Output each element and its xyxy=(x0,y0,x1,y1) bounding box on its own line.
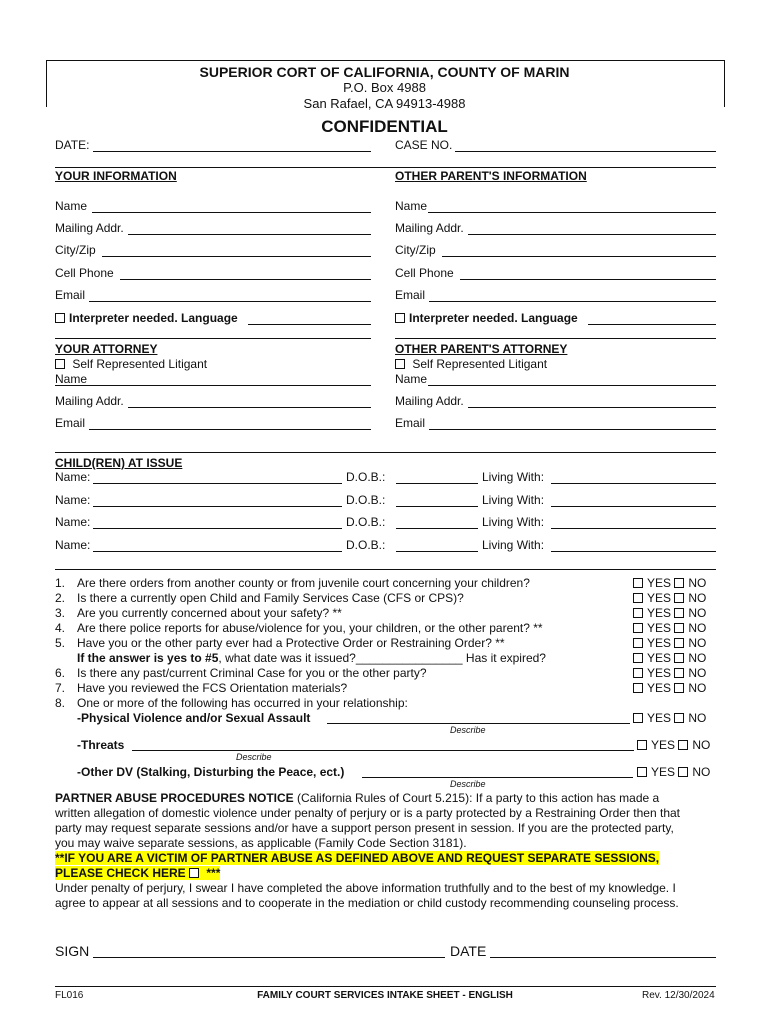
victim-request-line-2 xyxy=(55,866,220,880)
yes-no-group xyxy=(633,621,706,635)
no-checkbox[interactable] xyxy=(674,668,684,678)
other-interpreter-checkbox[interactable] xyxy=(395,313,405,323)
question-number: 5. xyxy=(55,636,66,650)
other-self-represented-checkbox[interactable] xyxy=(395,359,405,369)
other-name-label: Name xyxy=(395,199,428,213)
question-text: One or more of the following has occurred in your relationship: xyxy=(77,696,408,710)
child-living-field[interactable] xyxy=(551,551,716,552)
yes-checkbox[interactable] xyxy=(633,683,643,693)
yes-label: YES xyxy=(647,591,672,605)
child-name-label: Name: xyxy=(55,470,91,484)
yes-no-group xyxy=(633,591,706,605)
your-self-represented-label: Self Represented Litigant xyxy=(72,357,208,371)
your-mailing-label: Mailing Addr. xyxy=(55,221,124,235)
yes-checkbox[interactable] xyxy=(633,638,643,648)
question-number: 8. xyxy=(55,696,66,710)
child-living-field[interactable] xyxy=(551,506,716,507)
victim-request-line-1 xyxy=(55,851,659,865)
other-attorney-heading: OTHER PARENT'S ATTORNEY xyxy=(395,342,568,356)
po-box: P.O. Box 4988 xyxy=(343,80,426,95)
question-text: Have you or the other party ever had a Protective Order or Restraining Order? ** xyxy=(77,636,505,650)
child-dob-field[interactable] xyxy=(396,551,478,552)
yes-label: YES xyxy=(647,576,672,590)
questions-divider xyxy=(55,569,716,570)
other-self-represented-label: Self Represented Litigant xyxy=(412,357,548,371)
yes-label: YES xyxy=(647,636,672,650)
notice-line-4: you may waive separate sessions, as applicable (Family Code Section 3181). xyxy=(55,836,467,850)
other-attorney-email-field[interactable] xyxy=(429,429,716,430)
yes-no-group xyxy=(633,576,706,590)
describe-caption: Describe xyxy=(450,779,486,789)
notice-line-1 xyxy=(55,791,659,805)
your-cityzip-label: City/Zip xyxy=(55,243,96,257)
form-number: FL016 xyxy=(55,990,84,1001)
yes-checkbox[interactable] xyxy=(633,653,643,663)
no-label: NO xyxy=(688,711,707,725)
your-attorney-mailing-label: Mailing Addr. xyxy=(55,394,124,408)
question-text: Are you currently concerned about your safety? ** xyxy=(77,606,342,620)
child-name-field[interactable] xyxy=(93,551,342,552)
city-address: San Rafael, CA 94913-4988 xyxy=(303,96,466,111)
other-mailing-label: Mailing Addr. xyxy=(395,221,464,235)
yes-no-group xyxy=(637,765,710,779)
other-language-field[interactable] xyxy=(588,324,716,325)
other-cell-field[interactable] xyxy=(460,279,716,280)
yes-label: YES xyxy=(647,681,672,695)
victim-request-highlight xyxy=(55,866,220,880)
divider-left xyxy=(55,338,371,339)
child-dob-label: D.O.B.: xyxy=(346,538,386,552)
child-living-label: Living With: xyxy=(482,515,545,529)
child-dob-field[interactable] xyxy=(396,528,478,529)
your-cell-label: Cell Phone xyxy=(55,266,114,280)
yes-label: YES xyxy=(647,711,672,725)
yes-no-group xyxy=(633,711,706,725)
child-living-label: Living With: xyxy=(482,493,545,507)
child-name-label: Name: xyxy=(55,538,91,552)
revision-date: Rev. 12/30/2024 xyxy=(642,990,715,1001)
footer-divider xyxy=(55,986,716,987)
threats-label: -Threats xyxy=(77,738,125,752)
no-checkbox[interactable] xyxy=(674,623,684,633)
other-self-represented xyxy=(395,357,547,371)
threats-field[interactable] xyxy=(132,750,634,751)
notice-line-2: written allegation of domestic violence under penalty of perjury or is a party protected by a Restraining Order then that xyxy=(55,806,681,820)
other-interpreter xyxy=(395,311,578,325)
no-label: NO xyxy=(688,636,707,650)
sign-date-field[interactable] xyxy=(490,957,716,958)
other-cityzip-label: City/Zip xyxy=(395,243,436,257)
yes-no-group xyxy=(633,636,706,650)
other-attorney-mailing-field[interactable] xyxy=(468,407,716,408)
case-no-field[interactable] xyxy=(455,151,716,152)
child-dob-label: D.O.B.: xyxy=(346,493,386,507)
yes-no-group xyxy=(633,606,706,620)
child-dob-field[interactable] xyxy=(396,506,478,507)
yes-label: YES xyxy=(647,666,672,680)
yes-label: YES xyxy=(647,606,672,620)
other-attorney-mailing-label: Mailing Addr. xyxy=(395,394,464,408)
no-label: NO xyxy=(688,576,707,590)
question-number: 7. xyxy=(55,681,66,695)
perjury-line-2: agree to appear at all sessions and to cooperate in the mediation or child custody recommending counseling process. xyxy=(55,896,679,910)
question-5-followup xyxy=(77,651,546,665)
your-email-field[interactable] xyxy=(89,301,371,302)
other-email-label: Email xyxy=(395,288,426,302)
no-label: NO xyxy=(692,765,711,779)
child-living-label: Living With: xyxy=(482,538,545,552)
other-attorney-email-label: Email xyxy=(395,416,426,430)
other-interpreter-label: Interpreter needed. Language xyxy=(409,311,578,325)
signature-field[interactable] xyxy=(93,957,445,958)
question-number: 3. xyxy=(55,606,66,620)
your-cell-field[interactable] xyxy=(120,279,371,280)
question-5-followup-text: , what date was it issued?________________ Has it expired? xyxy=(218,651,546,665)
no-label: NO xyxy=(688,651,707,665)
no-checkbox[interactable] xyxy=(674,593,684,603)
other-cell-label: Cell Phone xyxy=(395,266,454,280)
other-attorney-name-label: Name xyxy=(395,372,428,386)
physical-violence-label: -Physical Violence and/or Sexual Assault xyxy=(77,711,311,725)
your-name-label: Name xyxy=(55,199,88,213)
other-attorney-name-field[interactable] xyxy=(428,385,716,386)
no-checkbox[interactable] xyxy=(678,767,688,777)
case-no-label: CASE NO. xyxy=(395,138,453,152)
yes-checkbox[interactable] xyxy=(637,740,647,750)
date-label: DATE: xyxy=(55,138,90,152)
no-label: NO xyxy=(688,606,707,620)
no-checkbox[interactable] xyxy=(674,683,684,693)
your-language-field[interactable] xyxy=(248,324,371,325)
yes-checkbox[interactable] xyxy=(633,578,643,588)
other-information-heading: OTHER PARENT'S INFORMATION xyxy=(395,169,587,183)
notice-line-3: party may request separate sessions and/or have a support person present in session. If you are the protected party, xyxy=(55,821,674,835)
your-email-label: Email xyxy=(55,288,86,302)
child-name-field[interactable] xyxy=(93,506,342,507)
confidential-title: CONFIDENTIAL xyxy=(321,117,448,136)
describe-caption: Describe xyxy=(236,752,272,762)
other-dv-label: -Other DV (Stalking, Disturbing the Peace, ect.) xyxy=(77,765,345,779)
child-living-label: Living With: xyxy=(482,470,545,484)
form-title: FAMILY COURT SERVICES INTAKE SHEET - ENGLISH xyxy=(257,990,513,1001)
child-living-field[interactable] xyxy=(551,528,716,529)
yes-checkbox[interactable] xyxy=(637,767,647,777)
no-label: NO xyxy=(692,738,711,752)
question-text: Are there police reports for abuse/violence for you, your children, or the other parent? ** xyxy=(77,621,543,635)
yes-no-group xyxy=(633,681,706,695)
children-divider xyxy=(55,452,716,453)
yes-label: YES xyxy=(647,651,672,665)
yes-label: YES xyxy=(647,621,672,635)
your-interpreter-label: Interpreter needed. Language xyxy=(69,311,238,325)
yes-checkbox[interactable] xyxy=(633,608,643,618)
your-attorney-heading: YOUR ATTORNEY xyxy=(55,342,158,356)
describe-caption: Describe xyxy=(450,725,486,735)
no-checkbox[interactable] xyxy=(674,638,684,648)
question-text: Have you reviewed the FCS Orientation materials? xyxy=(77,681,348,695)
question-5-bold: If the answer is yes to #5 xyxy=(77,651,219,665)
your-self-represented-checkbox[interactable] xyxy=(55,359,65,369)
question-number: 2. xyxy=(55,591,66,605)
sign-date-label: DATE xyxy=(450,943,487,959)
question-number: 1. xyxy=(55,576,66,590)
child-name-label: Name: xyxy=(55,493,91,507)
your-name-field[interactable] xyxy=(92,212,371,213)
your-interpreter xyxy=(55,311,238,325)
notice-text-1: (California Rules of Court 5.215): If a party to this action has made a xyxy=(293,791,660,805)
your-attorney-mailing-field[interactable] xyxy=(128,407,371,408)
no-checkbox[interactable] xyxy=(678,740,688,750)
victim-request-suffix: *** xyxy=(203,866,221,880)
question-number: 6. xyxy=(55,666,66,680)
no-label: NO xyxy=(688,591,707,605)
victim-request-text-1: **IF YOU ARE A VICTIM OF PARTNER ABUSE AS DEFINED ABOVE AND REQUEST SEPARATE SESSIONS, xyxy=(55,851,660,865)
question-text: Is there a currently open Child and Family Services Case (CFS or CPS)? xyxy=(77,591,464,605)
your-attorney-name-field[interactable] xyxy=(55,385,371,386)
perjury-line-1: Under penalty of perjury, I swear I have completed the above information truthfully and to the best of my knowledge. I xyxy=(55,881,676,895)
other-mailing-field[interactable] xyxy=(468,234,716,235)
no-label: NO xyxy=(688,681,707,695)
your-mailing-field[interactable] xyxy=(128,234,371,235)
child-name-label: Name: xyxy=(55,515,91,529)
yes-checkbox[interactable] xyxy=(633,593,643,603)
child-dob-field[interactable] xyxy=(396,483,478,484)
your-interpreter-checkbox[interactable] xyxy=(55,313,65,323)
your-self-represented xyxy=(55,357,207,371)
separate-sessions-checkbox[interactable] xyxy=(189,868,199,878)
child-name-field[interactable] xyxy=(93,483,342,484)
other-cityzip-field[interactable] xyxy=(442,256,716,257)
your-cityzip-field[interactable] xyxy=(102,256,371,257)
yes-checkbox[interactable] xyxy=(633,623,643,633)
yes-no-group xyxy=(633,651,706,665)
other-email-field[interactable] xyxy=(429,301,716,302)
your-attorney-email-field[interactable] xyxy=(89,429,371,430)
child-dob-label: D.O.B.: xyxy=(346,515,386,529)
children-heading: CHILD(REN) AT ISSUE xyxy=(55,456,183,470)
child-living-field[interactable] xyxy=(551,483,716,484)
court-title: SUPERIOR CORT OF CALIFORNIA, COUNTY OF MARIN xyxy=(199,64,570,80)
sign-label: SIGN xyxy=(55,943,90,959)
notice-title: PARTNER ABUSE PROCEDURES NOTICE xyxy=(55,791,294,805)
question-text: Are there orders from another county or from juvenile court concerning your children? xyxy=(77,576,530,590)
child-dob-label: D.O.B.: xyxy=(346,470,386,484)
your-information-heading: YOUR INFORMATION xyxy=(55,169,177,183)
yes-checkbox[interactable] xyxy=(633,713,643,723)
yes-label: YES xyxy=(651,765,676,779)
victim-request-text-2: PLEASE CHECK HERE xyxy=(55,866,186,880)
no-checkbox[interactable] xyxy=(674,653,684,663)
section-divider xyxy=(55,167,716,168)
yes-no-group xyxy=(637,738,710,752)
question-number: 4. xyxy=(55,621,66,635)
child-name-field[interactable] xyxy=(93,528,342,529)
other-dv-field[interactable] xyxy=(362,777,633,778)
your-attorney-name-label: Name xyxy=(55,372,88,386)
no-checkbox[interactable] xyxy=(674,578,684,588)
question-text: Is there any past/current Criminal Case for you or the other party? xyxy=(77,666,427,680)
no-checkbox[interactable] xyxy=(674,608,684,618)
yes-label: YES xyxy=(651,738,676,752)
divider-right xyxy=(395,338,716,339)
date-field[interactable] xyxy=(93,151,371,152)
physical-violence-field[interactable] xyxy=(327,723,630,724)
yes-checkbox[interactable] xyxy=(633,668,643,678)
other-name-field[interactable] xyxy=(428,212,716,213)
no-checkbox[interactable] xyxy=(674,713,684,723)
yes-no-group xyxy=(633,666,706,680)
no-label: NO xyxy=(688,621,707,635)
no-label: NO xyxy=(688,666,707,680)
your-attorney-email-label: Email xyxy=(55,416,86,430)
